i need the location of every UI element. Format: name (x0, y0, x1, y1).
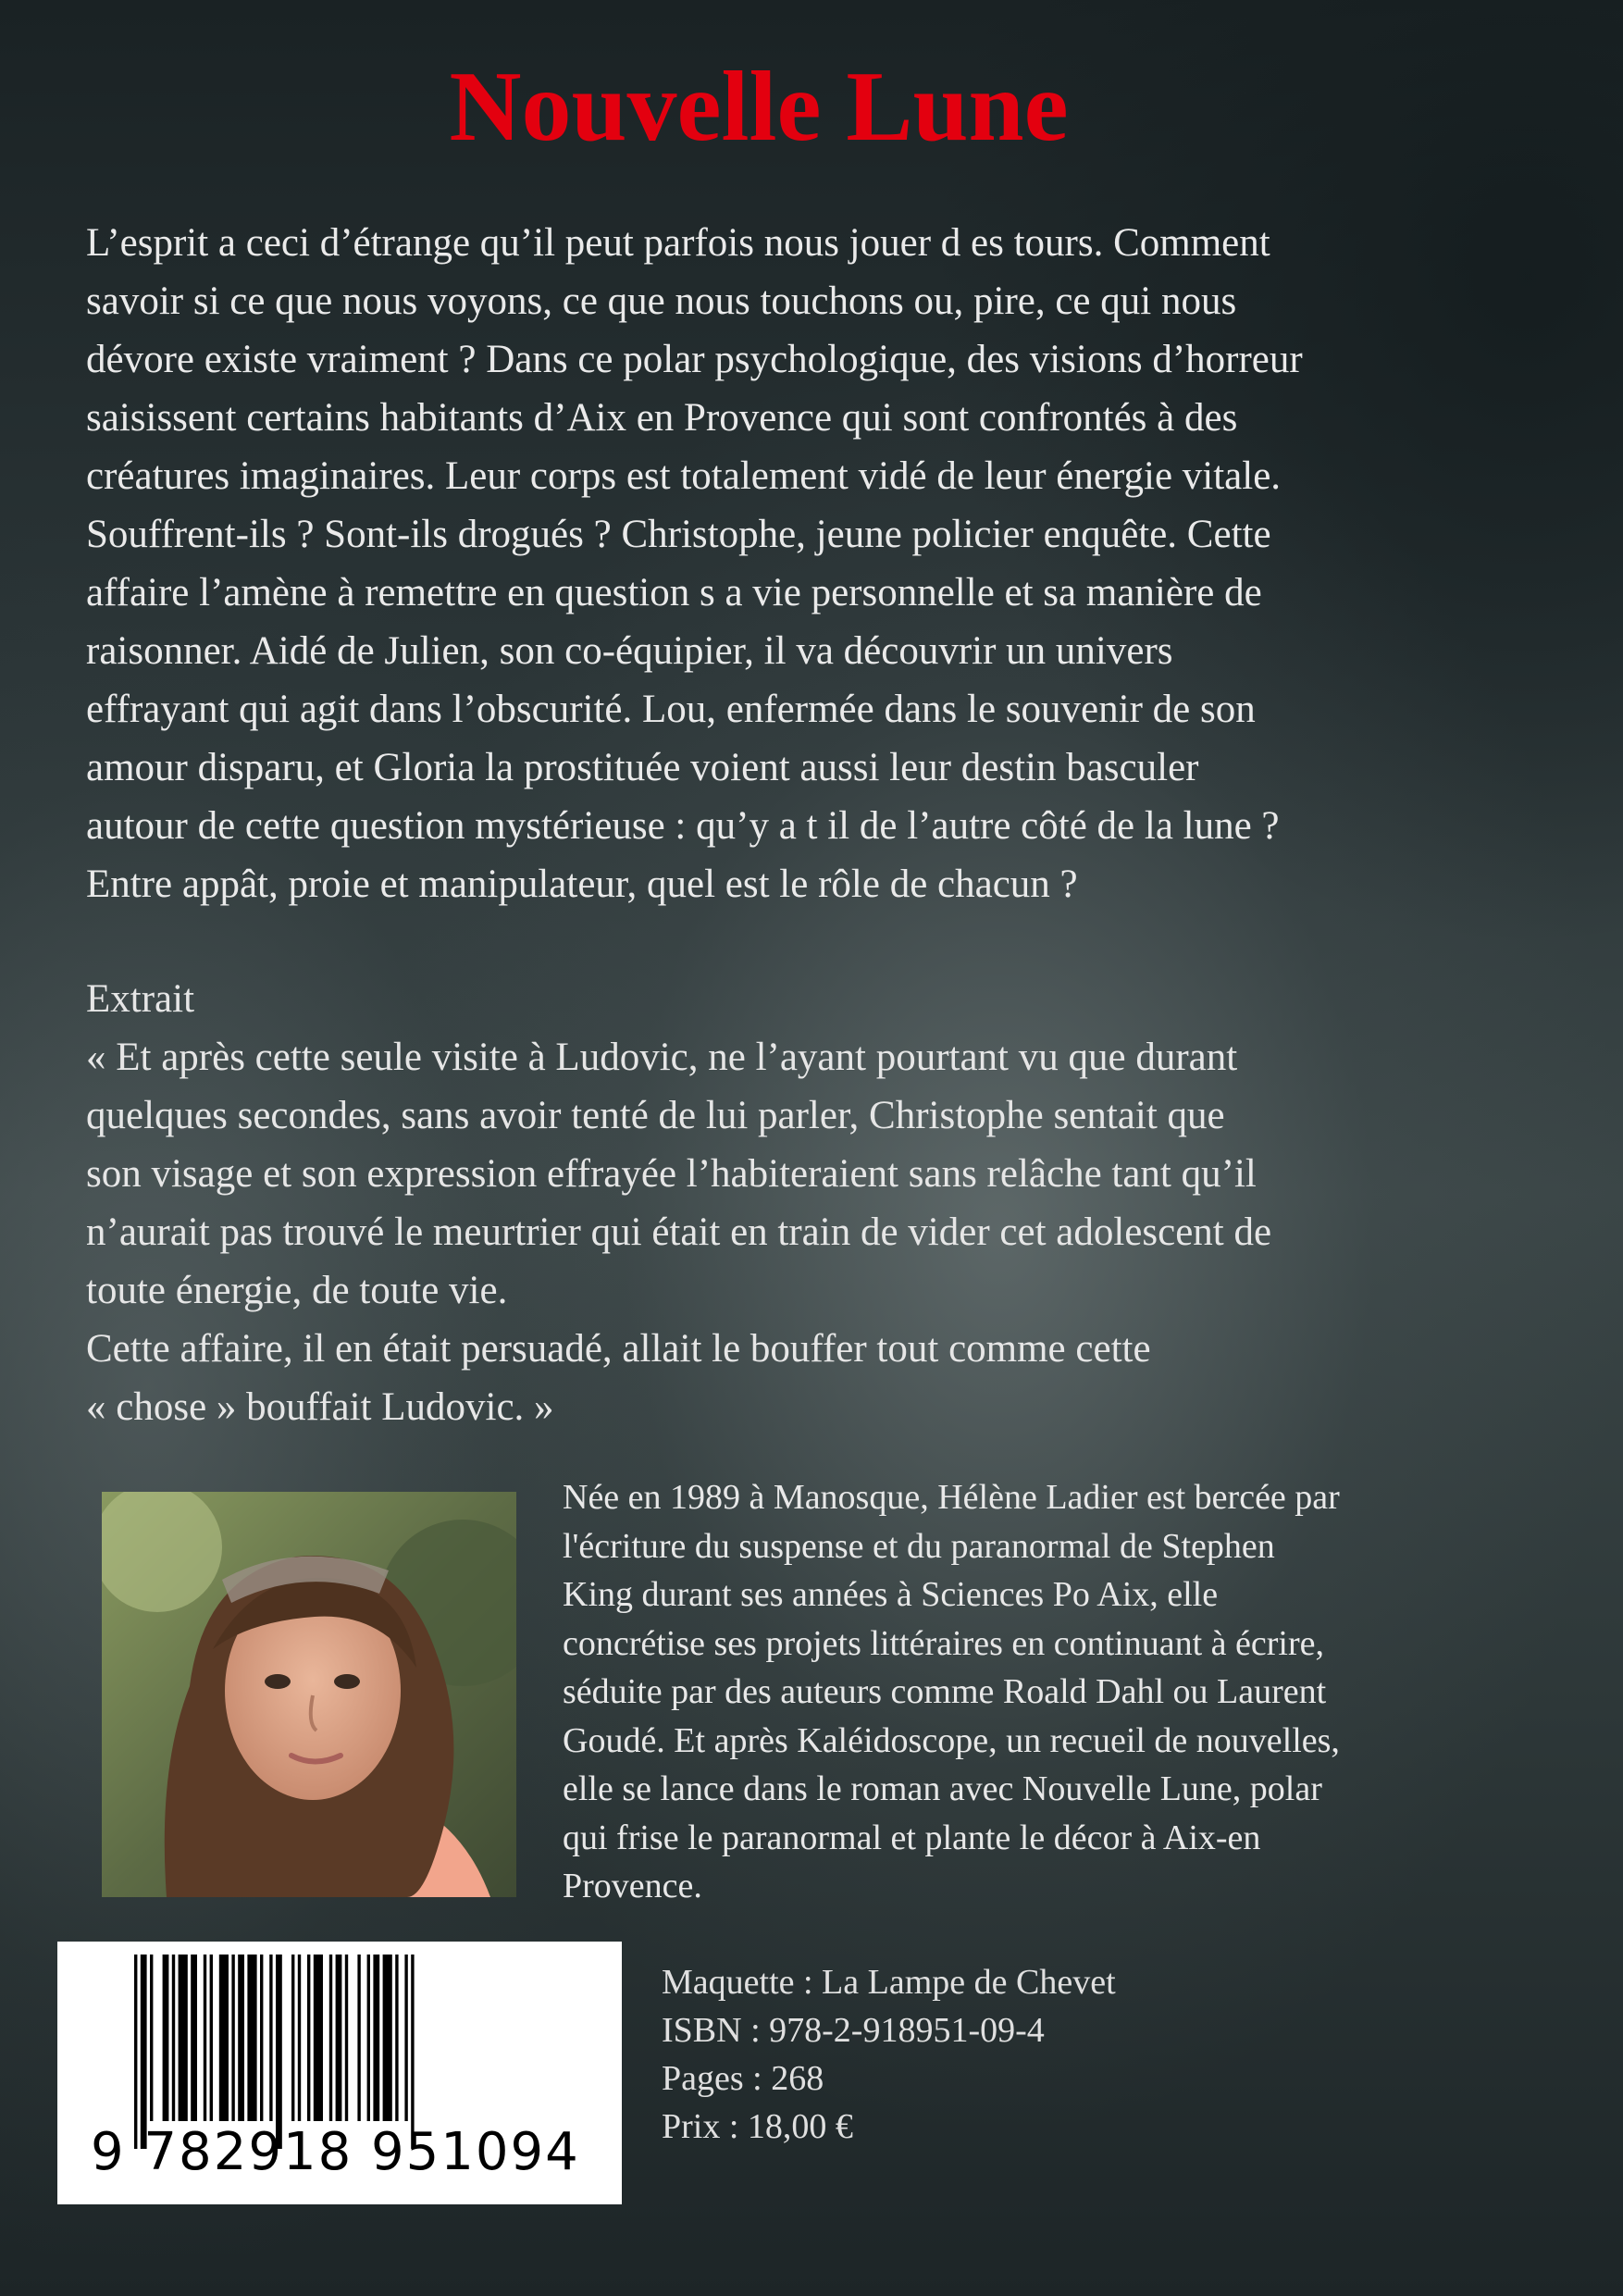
extract-line: « chose » bouffait Ludovic. » (86, 1385, 554, 1429)
blurb-line: Souffrent-ils ? Sont-ils drogués ? Christophe, jeune policier enquête. Cette (86, 513, 1271, 556)
blurb-text (86, 214, 1516, 913)
barcode-bar (172, 1955, 175, 2121)
bio-line: Née en 1989 à Manosque, Hélène Ladier est bercée par (563, 1478, 1340, 1517)
barcode-bar (231, 1955, 234, 2121)
bio-line: qui frise le paranormal et plante le décor à Aix-en (563, 1818, 1261, 1857)
barcode-bars (134, 1955, 551, 2149)
bio-line: concrétise ses projets littéraires en continuant à écrire, (563, 1623, 1324, 1663)
author-portrait-illustration (102, 1492, 516, 1897)
extract-line: son visage et son expression effrayée l’habiteraient sans relâche tant qu’il (86, 1152, 1257, 1196)
extract-heading: Extrait (86, 977, 195, 1021)
colophon (662, 1958, 1116, 2151)
barcode-bar (367, 1955, 370, 2121)
extract-text (86, 1028, 1474, 1436)
author-bio (563, 1473, 1447, 1911)
bio-line: séduite par des auteurs comme Roald Dahl ou Laurent (563, 1672, 1327, 1711)
book-title: Nouvelle Lune (449, 52, 1069, 162)
barcode-bar (210, 1955, 213, 2121)
barcode-digits: 9 782918 951094 (91, 2122, 580, 2182)
barcode-bar (150, 1955, 153, 2121)
barcode-bar (329, 1955, 332, 2121)
barcode-bar (314, 1955, 323, 2121)
blurb-line: affaire l’amène à remettre en question s a vie personnelle et sa manière de (86, 571, 1262, 614)
barcode-bar (373, 1955, 379, 2121)
blurb-line: L’esprit a ceci d’étrange qu’il peut parfois nous jouer d es tours. Comment (86, 221, 1270, 265)
author-photo (102, 1492, 516, 1897)
barcode-bar (345, 1955, 348, 2121)
colophon-maquette: Maquette : La Lampe de Chevet (662, 1963, 1116, 2002)
blurb-line: Entre appât, proie et manipulateur, quel est le rôle de chacun ? (86, 863, 1078, 906)
barcode-bar (260, 1955, 263, 2121)
barcode-bar (191, 1955, 197, 2121)
barcode-bar (238, 1955, 244, 2121)
extract-line: Cette affaire, il en était persuadé, allait le bouffer tout comme cette (86, 1327, 1151, 1371)
bio-line: Goudé. Et après Kaléidoscope, un recueil de nouvelles, (563, 1720, 1340, 1760)
colophon-isbn: ISBN : 978-2-918951-09-4 (662, 2011, 1045, 2050)
colophon-pages: Pages : 268 (662, 2059, 824, 2098)
barcode-bar (383, 1955, 392, 2121)
bio-line: l'écriture du suspense et du paranormal de Stephen (563, 1526, 1275, 1566)
extract-line: quelques secondes, sans avoir tenté de lui parler, Christophe sentait que (86, 1094, 1225, 1137)
barcode-bar (336, 1955, 342, 2121)
extract-line: n’aurait pas trouvé le meurtrier qui était en train de vider cet adolescent de (86, 1210, 1272, 1254)
barcode-bar (163, 1955, 169, 2121)
barcode-bar (247, 1955, 256, 2121)
barcode-bar (141, 1955, 147, 2149)
extract-line: « Et après cette seule visite à Ludovic, ne l’ayant pourtant vu que durant (86, 1036, 1238, 1079)
barcode-bar (204, 1955, 206, 2121)
barcode-bar (404, 1955, 407, 2121)
barcode-bar (307, 1955, 310, 2121)
colophon-price: Prix : 18,00 € (662, 2107, 853, 2146)
extract-line: toute énergie, de toute vie. (86, 1269, 508, 1312)
blurb-line: saisissent certains habitants d’Aix en Provence qui sont confrontés à des (86, 396, 1238, 440)
isbn-barcode (57, 1942, 622, 2204)
bio-line: King durant ses années à Sciences Po Aix, elle (563, 1575, 1219, 1614)
barcode-bar (219, 1955, 229, 2121)
blurb-line: savoir si ce que nous voyons, ce que nous touchons ou, pire, ce qui nous (86, 279, 1237, 323)
blurb-line: effrayant qui agit dans l’obscurité. Lou, enfermée dans le souvenir de son (86, 688, 1256, 731)
blurb-line: raisonner. Aidé de Julien, son co-équipier, il va découvrir un univers (86, 629, 1173, 673)
barcode-bar (298, 1955, 301, 2121)
barcode-bar (269, 1955, 272, 2121)
barcode-bar (276, 1955, 282, 2149)
barcode-bar (357, 1955, 360, 2121)
blurb-line: amour disparu, et Gloria la prostituée voient aussi leur destin basculer (86, 746, 1199, 789)
barcode-bar (291, 1955, 294, 2121)
blurb-line: créatures imaginaires. Leur corps est totalement vidé de leur énergie vitale. (86, 454, 1282, 498)
blurb-line: dévore existe vraiment ? Dans ce polar psychologique, des visions d’horreur (86, 338, 1303, 381)
barcode-bar (134, 1955, 137, 2149)
barcode-bar (395, 1955, 398, 2121)
bio-line: Provence. (563, 1867, 702, 1905)
bio-line: elle se lance dans le roman avec Nouvelle Lune, polar (563, 1769, 1322, 1808)
barcode-bar (179, 1955, 188, 2121)
barcode-bar (411, 1955, 414, 2149)
blurb-line: autour de cette question mystérieuse : qu’y a t il de l’autre côté de la lune ? (86, 804, 1280, 848)
